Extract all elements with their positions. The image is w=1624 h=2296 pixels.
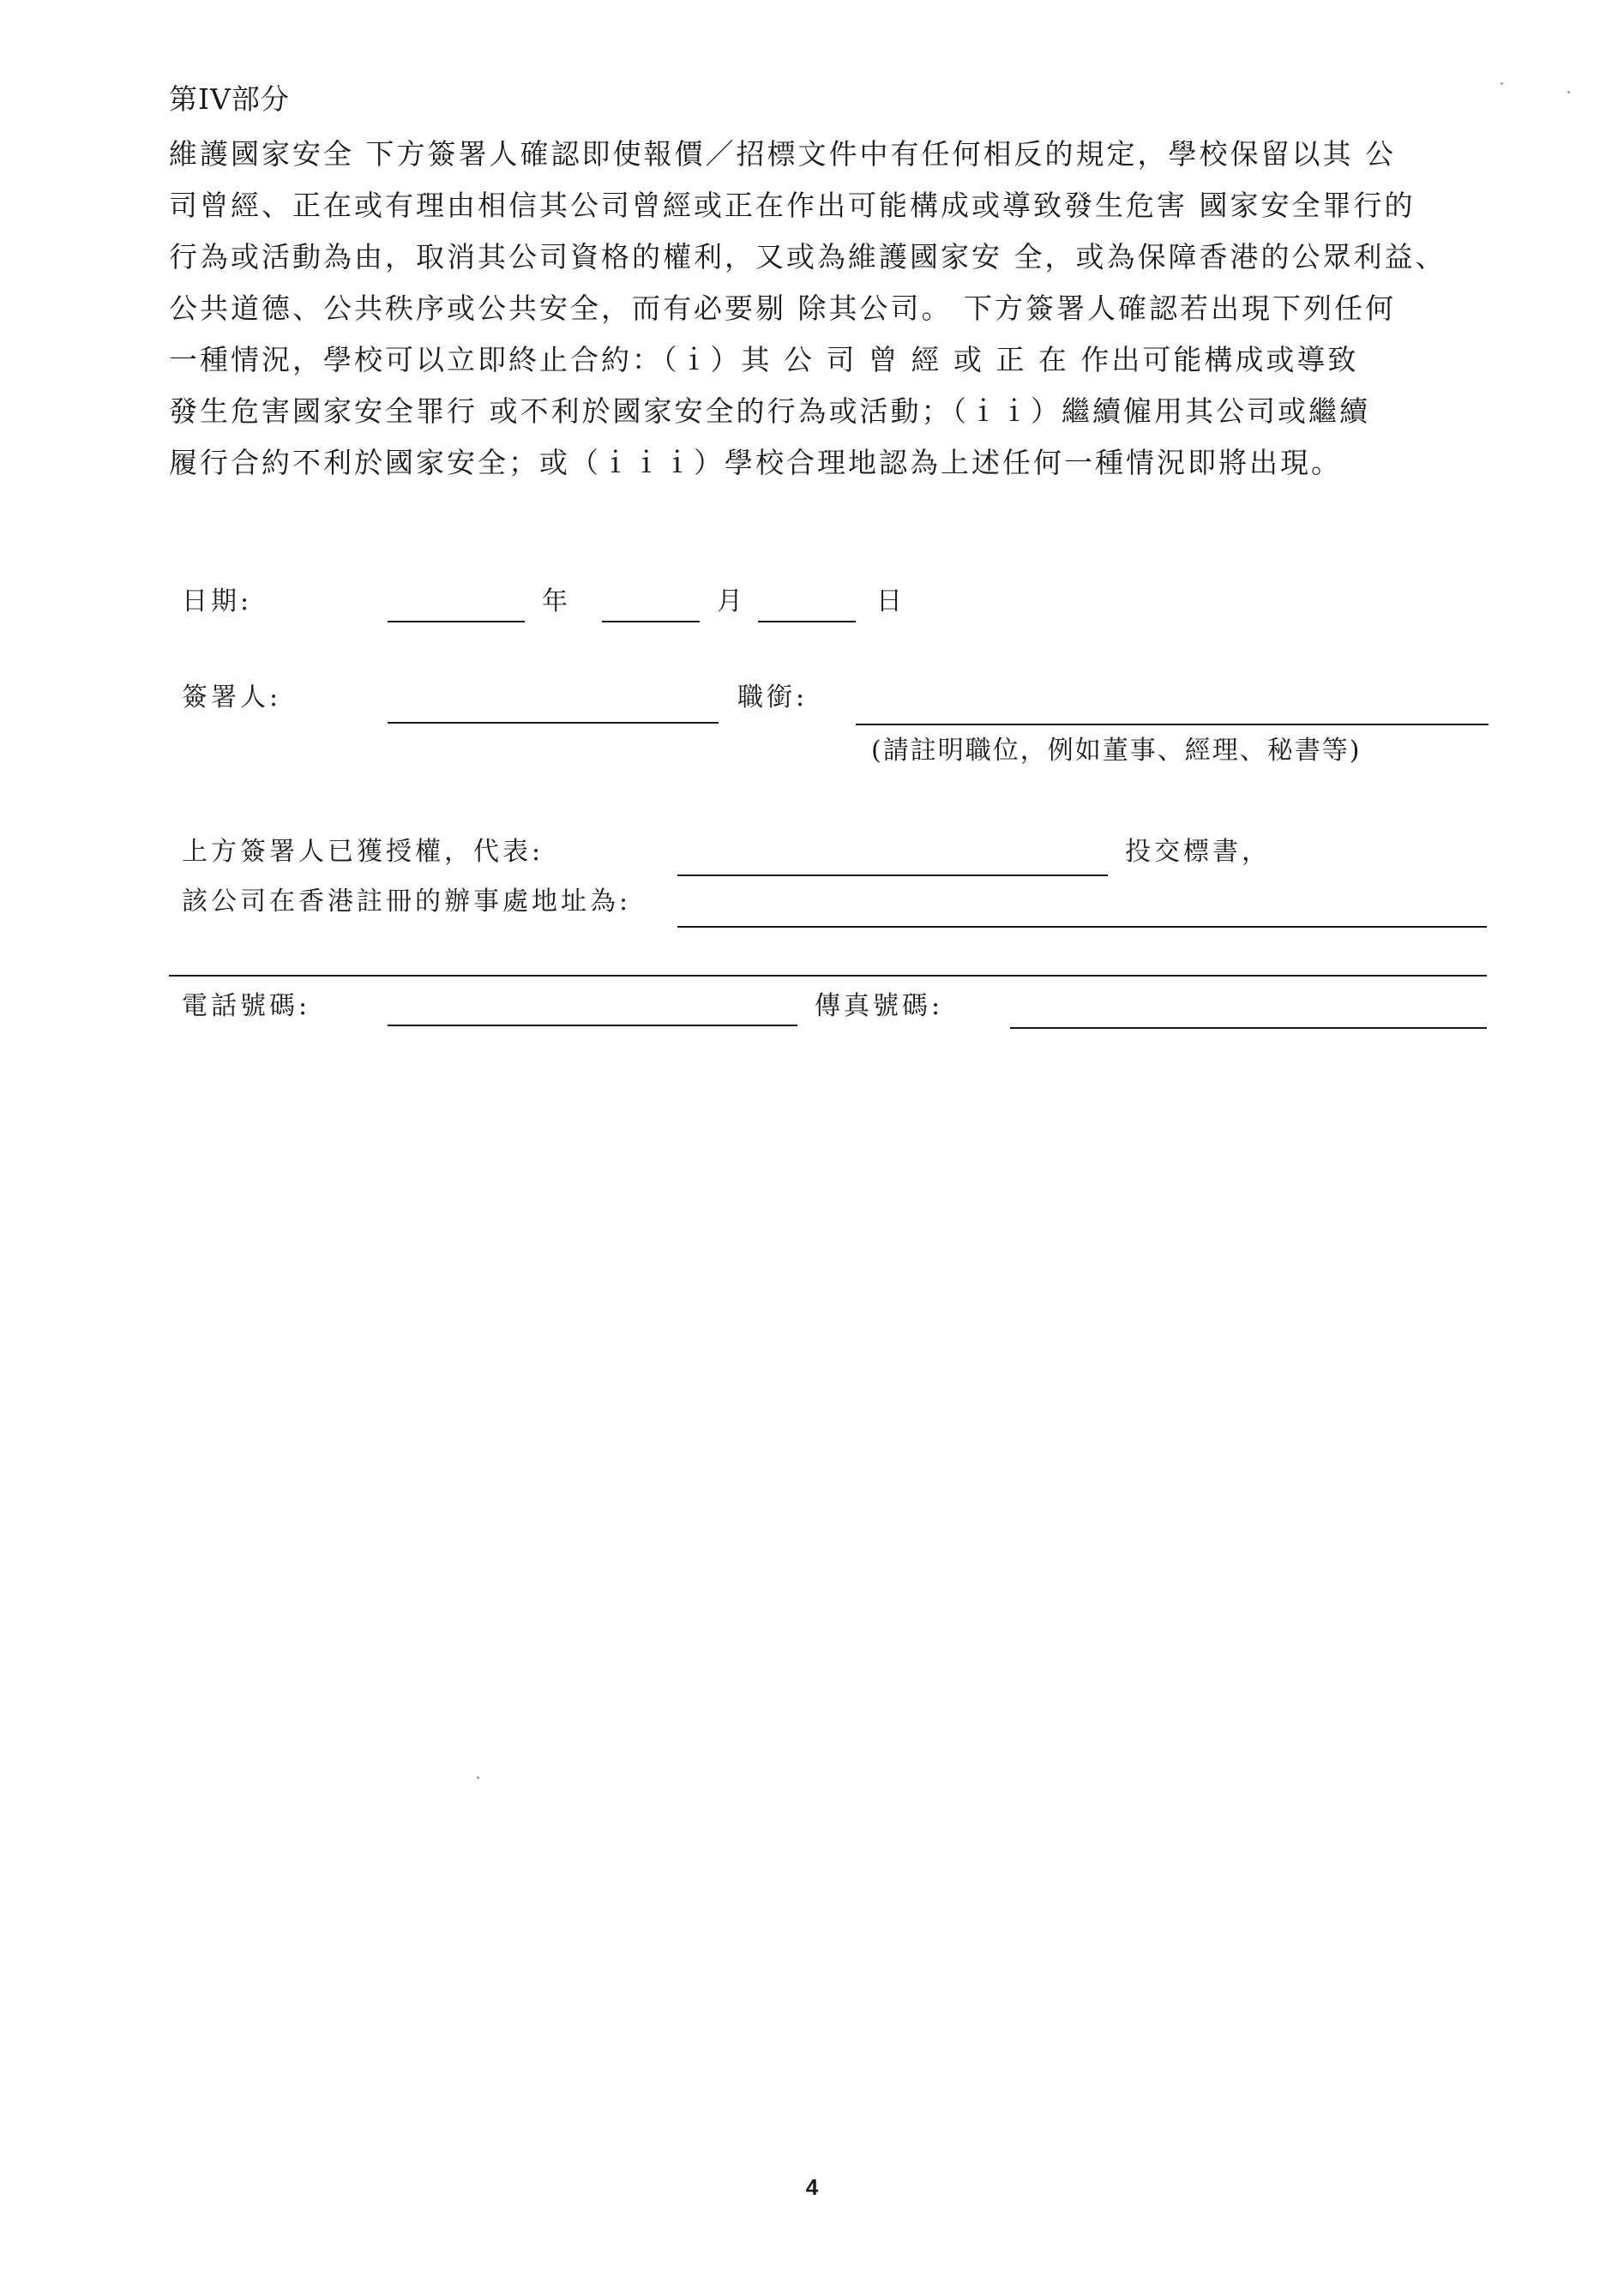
day-label: 日 xyxy=(876,586,905,616)
paragraph-line: 發生危害國家安全罪行 或不利於國家安全的行為或活動；（ｉｉ）繼續僱用其公司或繼續 xyxy=(169,394,1370,428)
section-heading: 第IV部分 xyxy=(169,82,290,116)
title-field[interactable] xyxy=(856,724,1489,725)
date-day-field[interactable] xyxy=(758,621,856,622)
scan-speck xyxy=(477,1776,479,1779)
address-label: 該公司在香港註冊的辦事處地址為: xyxy=(182,887,632,917)
paragraph-line: 維護國家安全 下方簽署人確認即使報價／招標文件中有任何相反的規定，學校保留以其 公 xyxy=(169,137,1396,171)
title-hint: (請註明職位，例如董事、經理、秘書等) xyxy=(871,736,1362,766)
signatory-field[interactable] xyxy=(388,722,719,724)
month-label: 月 xyxy=(717,586,746,616)
page-number: 4 xyxy=(805,2174,819,2200)
submit-tender-label: 投交標書， xyxy=(1125,837,1271,867)
address-field-line-2[interactable] xyxy=(169,975,1487,977)
fax-label: 傳真號碼: xyxy=(815,991,944,1021)
paragraph-line: 司曾經、正在或有理由相信其公司曾經或正在作出可能構成或導致發生危害 國家安全罪行的 xyxy=(169,189,1416,222)
paragraph-line: 履行合約不利於國家安全；或（ｉｉｉ）學校合理地認為上述任何一種情況即將出現。 xyxy=(169,446,1342,479)
authorized-label: 上方簽署人已獲授權，代表: xyxy=(182,837,544,867)
fax-field[interactable] xyxy=(1010,1027,1487,1029)
phone-field[interactable] xyxy=(388,1025,797,1026)
date-label: 日期: xyxy=(182,586,253,616)
year-label: 年 xyxy=(542,586,571,616)
scan-speck xyxy=(1501,82,1503,85)
phone-label: 電話號碼: xyxy=(182,991,311,1021)
national-security-paragraph xyxy=(169,129,1489,489)
signatory-label: 簽署人: xyxy=(182,682,282,712)
company-name-field[interactable] xyxy=(677,875,1108,876)
scan-speck xyxy=(1567,91,1570,93)
paragraph-line: 行為或活動為由，取消其公司資格的權利，又或為維護國家安 全，或為保障香港的公眾利益、 xyxy=(169,240,1447,273)
paragraph-line: 一種情況，學校可以立即終止合約：（ｉ）其 公 司 曾 經 或 正 在 作出可能構成或導致 xyxy=(169,343,1359,376)
paragraph-line: 公共道德、公共秩序或公共安全，而有必要剔 除其公司。 下方簽署人確認若出現下列任何 xyxy=(169,292,1396,325)
date-month-field[interactable] xyxy=(602,621,700,622)
date-year-field[interactable] xyxy=(388,621,525,622)
title-label: 職銜: xyxy=(737,682,809,712)
address-field-line-1[interactable] xyxy=(677,926,1487,928)
